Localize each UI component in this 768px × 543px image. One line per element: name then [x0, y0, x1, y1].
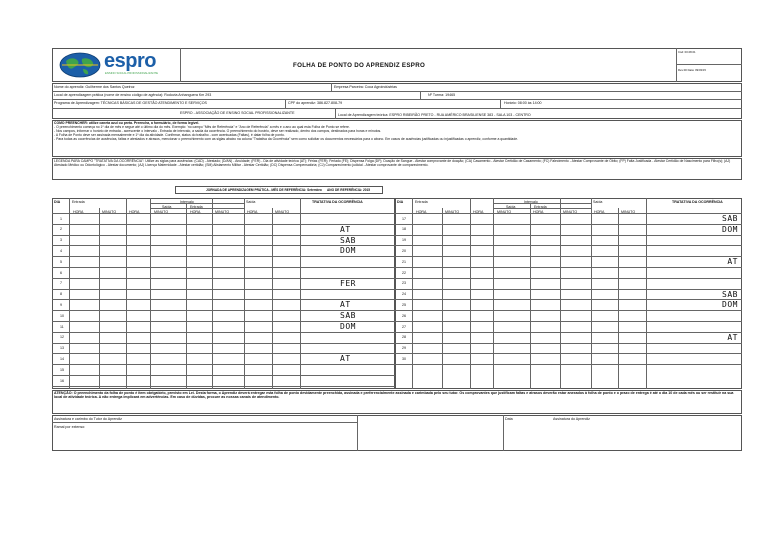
occurrence-mark: AT: [340, 224, 351, 234]
table-row-line: [52, 375, 395, 376]
day-number: 12: [60, 335, 64, 340]
table-row-line: [395, 299, 742, 300]
col-exit: Saída: [246, 200, 256, 204]
col-day: DIA: [54, 200, 61, 204]
col-hour: HORA: [416, 210, 427, 214]
day-number: 24: [402, 292, 406, 297]
occurrence-mark: AT: [340, 300, 351, 310]
col-occurrence: TRATATIVA DA OCORRÊNCIA: [312, 200, 363, 204]
tutor-signature-label: Assinatura e carimbo do Tutor do Aprendiz: [54, 417, 122, 421]
col-exit-sub: Saída: [162, 205, 172, 209]
day-number: 30: [402, 356, 406, 361]
logo-subtext: ENSINO SOCIAL PROFISSIONALIZANTE: [105, 71, 159, 75]
day-number: 6: [60, 270, 62, 275]
instruction-line: - A Folha de Ponto deve ser assinada mensalmente e 1º dia da atividade. Confirmar, status do trabalho - com acentuadas (Faltas), é datar folha de ponto.: [54, 133, 285, 138]
reference-month: JORNADA DE APRENDIZAGEM PRÁTICA - MÊS DE REFERÊNCIA: Setembro: [206, 188, 322, 192]
table-row-line: [52, 343, 395, 344]
day-number: 7: [60, 281, 62, 286]
table-row-line: [395, 224, 742, 225]
occurrence-mark: FER: [340, 278, 356, 288]
col-interval: Intervalo: [180, 200, 194, 204]
table-row-line: [52, 289, 395, 290]
day-number: 29: [402, 346, 406, 351]
table-row-line: [395, 343, 742, 344]
day-number: 21: [402, 259, 406, 264]
col-hour: HORA: [473, 210, 484, 214]
table-row-line: [395, 353, 742, 354]
day-number: 4: [60, 248, 62, 253]
occurrence-mark: DOM: [722, 224, 738, 234]
occurrence-mark: AT: [727, 332, 738, 342]
theory-location: Local de Aprendizagem teórica: ESPRO RIBEIRÃO PRETO - RUA AMÉRICO BRASILIENSE 383 - SALA 103 - CENTRO: [338, 113, 531, 117]
occurrence-mark: DOM: [340, 322, 356, 331]
day-number: 15: [60, 367, 64, 372]
occurrence-mark: DOM: [340, 246, 356, 256]
day-number: 23: [402, 281, 406, 286]
table-row-line: [52, 386, 395, 387]
apprentice-cpf: CPF do aprendiz: 386.827.808-79: [288, 101, 343, 105]
col-minute: MINUTO: [621, 210, 636, 214]
instructions-text: [54, 121, 738, 141]
table-row-line: [52, 364, 395, 365]
program-name: Programa de Aprendizagem: TÉCNICAS BÁSICAS DE GESTÃO ATENDIMENTO E SERVIÇOS: [54, 101, 207, 105]
day-number: 13: [60, 346, 64, 351]
col-exit-sub: Saída: [506, 205, 516, 209]
table-row-line: [395, 256, 742, 257]
col-minute: MINUTO: [563, 210, 578, 214]
col-minute: MINUTO: [215, 210, 230, 214]
col-hour: HORA: [594, 210, 605, 214]
page-title: FOLHA DE PONTO DO APRENDIZ ESPRO: [293, 62, 426, 69]
work-schedule: Horário: 08:00 às 14:00: [504, 101, 542, 105]
day-number: 5: [60, 259, 62, 264]
occurrence-mark: SAB: [340, 311, 356, 321]
table-row-line: [52, 332, 395, 333]
col-entry: Entrada: [72, 200, 85, 204]
day-number: 10: [60, 313, 64, 318]
code-label: Cód: 00.08.01: [678, 50, 696, 54]
day-number: 26: [402, 313, 406, 318]
col-hour: HORA: [73, 210, 84, 214]
col-interval: Intervalo: [524, 200, 538, 204]
instruction-line: COMO PREENCHER: utilize caneta azul ou preta. Preencha, a formulário, de forma legível.: [54, 121, 200, 125]
day-number: 18: [402, 227, 406, 232]
table-row-line: [395, 289, 742, 290]
table-row-line: [52, 256, 395, 257]
signature-date-label: Data: [505, 417, 513, 421]
col-hour: HORA: [129, 210, 140, 214]
table-row-line: [395, 267, 742, 268]
col-exit: Saída: [593, 200, 603, 204]
practical-location: Local de aprendizagem prática (nome de ensino código de agência): Rodovia Anhanguera Km 293: [54, 93, 212, 97]
signature-box: [52, 415, 742, 451]
occurrence-mark: AT: [340, 354, 351, 364]
table-row-line: [52, 267, 395, 268]
apprentice-name: Nome do aprendiz: Guilherme dos Santos Queiroz: [54, 85, 135, 89]
partner-company: Empresa Parceira: Coca Agroindústrias: [334, 85, 397, 89]
instruction-line: - O preenchimento começa no 1º dia de mês e segue até o último dia do mês. Exemplo: 'no campo "Mês de Referência" e "Ano de Referência" a mês e o ano ao qual esta Folha de Ponto se refere.: [54, 125, 350, 130]
day-number: 27: [402, 324, 406, 329]
day-number: 8: [60, 292, 62, 297]
timesheet-right-table: [395, 198, 742, 389]
occurrence-mark: AT: [727, 257, 738, 267]
day-number: 19: [402, 238, 406, 243]
theory-organization: ESPRO - ASSOCIAÇÃO DE ENSINO SOCIAL PROFISSIONALIZANTE: [180, 111, 295, 115]
col-occurrence: TRATATIVA DA OCORRÊNCIA: [672, 200, 723, 204]
col-day: DIA: [397, 200, 404, 204]
day-number: 14: [60, 356, 64, 361]
day-number: 28: [402, 335, 406, 340]
day-number: 2: [60, 227, 62, 232]
revision-label: Rev:00 Data: 09/03/15: [678, 68, 706, 72]
day-number: 1: [60, 216, 62, 221]
day-number: 25: [402, 302, 406, 307]
apprentice-signature-label: Assinatura do Aprendiz: [553, 417, 590, 421]
col-hour: HORA: [247, 210, 258, 214]
class-number: Nº Turma: 19465: [428, 93, 456, 97]
day-number: 3: [60, 238, 62, 243]
occurrence-mark: SAB: [722, 289, 738, 299]
phone-label: Ramal por extenso:: [54, 425, 86, 429]
table-row-line: [395, 332, 742, 333]
col-entry-sub: Entrada: [534, 205, 547, 209]
logo-text: espro: [104, 50, 156, 72]
col-minute: MINUTO: [102, 210, 117, 214]
table-row-line: [395, 364, 742, 365]
table-row-line: [395, 235, 742, 236]
day-number: 17: [402, 216, 406, 221]
day-number: 11: [60, 324, 64, 329]
col-hour: HORA: [533, 210, 544, 214]
col-minute: MINUTO: [445, 210, 460, 214]
legend-text: LEGENDA PARA CAMPO "TRATATIVA DA OCORRÊNCIA": Utilize as siglas para ausências: (CAD) - Atestado; (D/AN) - Anuidade; (FER) - Dia de atividade teórica (AT); Férias (FER); Feriado (FE); Dispensa Folga (DF); Doação de Sangue - Atestar comprovante de doação; (CA) Casamento - Atestar Certidão de Casamento; (FC) Falecimento - Atestar Comprovante de Óbito; (FP) Falta Justificada - Atestar Certidão de Nascimento para Filho(s); (AJ) Atestado Médico ou Odontológico - Atestar documento; (AJ) Licença Maternidade - Atestar certidão; (SM) Alistamento Militar - Atestar Certidão; (DC) Dispensa Compensatória; (CJ) Comparecimento judicial - Atestar comprovante de comparecimento.: [54, 159, 731, 168]
instruction-line: - Nos campos, informar o horário de entrada - acrescente o intervalo - Entrada de intervalo, a saída da ocorrência. O preenchimento do horário, deve ser realizado, dentro dos campos, destinados para horas e minutos.: [54, 129, 382, 134]
col-entry: Entrada: [415, 200, 428, 204]
notice-text: ATENÇÃO: O preenchimento da folha de ponto é item obrigatório, previsto em Lei. Desta forma, o Aprendiz deverá entregar esta folha de ponto devidamente preenchida, assinada e preferencialmente assinada e carimbada pelo seu tutor. Os comprovantes que justificam faltas e atrasos deverão estar anexados à folha de ponto e o prazo de entrega é até o dia 10 de cada mês ou ser restituir na sua local de atividade teórica. A não entrega implicará em advertências. Em caso de dúvidas, procure as nossas canais de atendimento.: [54, 391, 734, 400]
col-minute: MINUTO: [154, 210, 169, 214]
col-hour: HORA: [190, 210, 201, 214]
occurrence-mark: SAB: [722, 214, 738, 223]
table-row-line: [395, 310, 742, 311]
day-number: 22: [402, 270, 406, 275]
col-minute: MINUTO: [497, 210, 512, 214]
reference-year: ANO DE REFERÊNCIA: 2015: [327, 188, 371, 192]
occurrence-mark: DOM: [722, 300, 738, 310]
day-number: 20: [402, 248, 406, 253]
day-number: 9: [60, 302, 62, 307]
table-row-line: [395, 278, 742, 279]
col-minute: MINUTO: [275, 210, 290, 214]
table-row-line: [395, 245, 742, 246]
instruction-line: - Para todas as ocorrências de ausências, faltas e atestados e atrasos, mencionar o preenchimento com as siglas abaixo na coluna "Tratativa da Ocorrência" sem como solicitar os documentos necessários para o abono. Em casos de ausências justificadas ou injustificadas o aprendiz, conforme a quantidade.: [54, 137, 519, 142]
col-entry-sub: Entrada: [190, 205, 203, 209]
occurrence-mark: SAB: [340, 235, 356, 245]
day-number: 16: [60, 378, 64, 383]
table-row-line: [395, 321, 742, 322]
